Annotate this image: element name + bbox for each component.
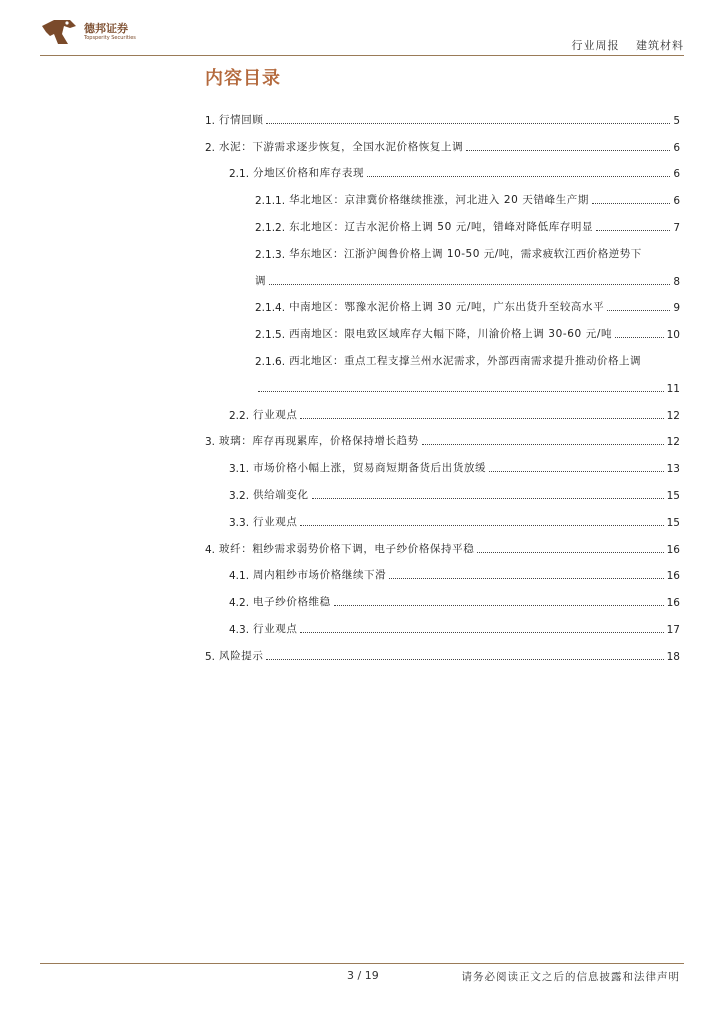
toc-entry-title-cont: 调 bbox=[255, 274, 267, 287]
toc-entry[interactable] bbox=[205, 154, 680, 181]
company-name-en: Topsperity Securities bbox=[84, 35, 136, 41]
toc-entry-page: 16 bbox=[666, 570, 680, 583]
toc-entry-number: 4.3. bbox=[229, 623, 250, 636]
toc-entry-title: 华东地区：江浙沪闽鲁价格上调 10-50 元/吨，需求疲软江西价格逆势下 bbox=[289, 247, 642, 260]
page-indicator: 3 / 19 bbox=[347, 969, 379, 982]
company-logo-icon bbox=[40, 16, 80, 48]
toc-entry-number: 2.1.2. bbox=[255, 221, 286, 234]
toc-entry-number: 2.1.6. bbox=[255, 355, 286, 368]
toc-entry[interactable] bbox=[205, 582, 680, 609]
toc-entry[interactable] bbox=[205, 475, 680, 502]
toc-entry-number: 2.1. bbox=[229, 168, 250, 181]
toc-entry[interactable] bbox=[205, 502, 680, 529]
toc-leader bbox=[312, 498, 664, 499]
toc-entry-number: 2.1.4. bbox=[255, 302, 286, 315]
toc-entry-page: 16 bbox=[666, 543, 680, 556]
toc-leader bbox=[596, 230, 670, 231]
toc-entry-page: 5 bbox=[673, 114, 680, 127]
toc-leader bbox=[615, 337, 664, 338]
toc-leader bbox=[300, 418, 663, 419]
toc-entry-continuation[interactable] bbox=[205, 368, 680, 395]
toc-entry-page: 13 bbox=[666, 463, 680, 476]
toc-leader bbox=[422, 444, 664, 445]
toc-entry[interactable] bbox=[205, 288, 680, 315]
toc-entry-title: 西北地区：重点工程支撑兰州水泥需求，外部西南需求提升推动价格上调 bbox=[289, 354, 642, 367]
toc-entry-page: 6 bbox=[673, 168, 680, 181]
toc-entry-title: 电子纱价格维稳 bbox=[253, 596, 331, 609]
toc-entry-page: 12 bbox=[666, 436, 680, 449]
toc-entry-page: 7 bbox=[673, 221, 680, 234]
toc-entry-page: 17 bbox=[666, 623, 680, 636]
toc-entry-number: 3.2. bbox=[229, 489, 250, 502]
toc-entry-number: 3.3. bbox=[229, 516, 250, 529]
report-type: 行业周报 bbox=[571, 39, 620, 52]
toc-entry[interactable] bbox=[205, 422, 680, 449]
toc-entry-title: 东北地区：辽吉水泥价格上调 50 元/吨，错峰对降低库存明显 bbox=[289, 220, 594, 233]
toc-entry-page: 15 bbox=[666, 489, 680, 502]
toc-entry-title: 市场价格小幅上涨，贸易商短期备货后出货放缓 bbox=[253, 462, 487, 475]
toc-leader bbox=[300, 525, 663, 526]
company-name-cn: 德邦证券 bbox=[84, 22, 128, 35]
header-divider bbox=[40, 55, 684, 56]
toc-entry[interactable] bbox=[205, 127, 680, 154]
toc-entry-title: 行情回顾 bbox=[219, 113, 264, 126]
toc-entry-page: 16 bbox=[666, 597, 680, 610]
toc-leader bbox=[367, 176, 670, 177]
toc-entry-number: 4. bbox=[205, 543, 216, 556]
toc-leader bbox=[489, 471, 663, 472]
toc-entry-title: 玻纤：粗纱需求弱势价格下调，电子纱价格保持平稳 bbox=[219, 542, 475, 555]
toc-entry[interactable] bbox=[205, 448, 680, 475]
toc-title: 内容目录 bbox=[205, 68, 281, 89]
toc-leader bbox=[477, 552, 663, 553]
toc-entry-number: 2.1.3. bbox=[255, 248, 286, 261]
toc-entry[interactable] bbox=[205, 180, 680, 207]
toc-entry-title: 周内粗纱市场价格继续下滑 bbox=[253, 569, 387, 582]
disclaimer-note: 请务必阅读正文之后的信息披露和法律声明 bbox=[461, 971, 680, 983]
toc-entry[interactable] bbox=[205, 341, 680, 368]
toc-entry-page: 9 bbox=[673, 302, 680, 315]
toc-leader bbox=[266, 123, 670, 124]
toc-leader bbox=[269, 284, 670, 285]
page-header bbox=[40, 10, 684, 56]
toc-entry-number: 3. bbox=[205, 436, 216, 449]
toc-entry-title: 行业观点 bbox=[253, 408, 298, 421]
toc-entry[interactable] bbox=[205, 100, 680, 127]
company-logo bbox=[40, 16, 136, 48]
toc-entry-number: 2.1.5. bbox=[255, 329, 286, 342]
table-of-contents bbox=[205, 100, 680, 663]
toc-entry-number: 5. bbox=[205, 650, 216, 663]
toc-entry-page: 18 bbox=[666, 650, 680, 663]
toc-entry-title: 风险提示 bbox=[219, 649, 264, 662]
toc-entry-page: 11 bbox=[666, 382, 680, 395]
toc-leader bbox=[334, 605, 664, 606]
toc-leader bbox=[466, 150, 670, 151]
toc-entry[interactable] bbox=[205, 314, 680, 341]
toc-leader bbox=[607, 310, 670, 311]
toc-entry-number: 2. bbox=[205, 141, 216, 154]
toc-entry-title: 西南地区：限电致区域库存大幅下降，川渝价格上调 30-60 元/吨 bbox=[289, 328, 613, 341]
toc-entry-title: 水泥：下游需求逐步恢复，全国水泥价格恢复上调 bbox=[219, 140, 464, 153]
toc-entry[interactable] bbox=[205, 207, 680, 234]
toc-leader bbox=[592, 203, 670, 204]
toc-entry-page: 8 bbox=[673, 275, 680, 288]
toc-entry[interactable] bbox=[205, 609, 680, 636]
toc-entry-number: 3.1. bbox=[229, 463, 250, 476]
toc-entry-title: 行业观点 bbox=[253, 622, 298, 635]
toc-entry-number: 2.1.1. bbox=[255, 195, 286, 208]
toc-entry[interactable] bbox=[205, 395, 680, 422]
toc-entry-continuation[interactable] bbox=[205, 261, 680, 288]
toc-leader bbox=[266, 659, 663, 660]
report-meta bbox=[572, 37, 685, 53]
industry-name: 建筑材料 bbox=[636, 39, 684, 52]
toc-entry[interactable] bbox=[205, 636, 680, 663]
toc-leader bbox=[258, 391, 664, 392]
toc-entry-number: 4.1. bbox=[229, 570, 250, 583]
toc-entry-page: 6 bbox=[673, 141, 680, 154]
toc-leader bbox=[389, 578, 663, 579]
toc-entry-title: 中南地区：鄂豫水泥价格上调 30 元/吨，广东出货升至较高水平 bbox=[289, 301, 605, 314]
toc-entry-page: 12 bbox=[666, 409, 680, 422]
footer-divider bbox=[40, 963, 684, 964]
toc-entry-title: 供给端变化 bbox=[253, 488, 309, 501]
toc-entry-number: 2.2. bbox=[229, 409, 250, 422]
toc-entry-title: 行业观点 bbox=[253, 515, 298, 528]
toc-entry-title: 玻璃：库存再现累库，价格保持增长趋势 bbox=[219, 435, 419, 448]
toc-entry-number: 1. bbox=[205, 114, 216, 127]
toc-leader bbox=[300, 632, 663, 633]
toc-entry[interactable] bbox=[205, 234, 680, 261]
toc-entry[interactable] bbox=[205, 556, 680, 583]
toc-entry-title: 华北地区：京津冀价格继续推涨，河北进入 20 天错峰生产期 bbox=[289, 194, 589, 207]
toc-entry[interactable] bbox=[205, 529, 680, 556]
toc-entry-page: 10 bbox=[666, 329, 680, 342]
toc-entry-page: 6 bbox=[673, 195, 680, 208]
toc-entry-number: 4.2. bbox=[229, 597, 250, 610]
toc-entry-page: 15 bbox=[666, 516, 680, 529]
toc-entry-title: 分地区价格和库存表现 bbox=[253, 167, 365, 180]
